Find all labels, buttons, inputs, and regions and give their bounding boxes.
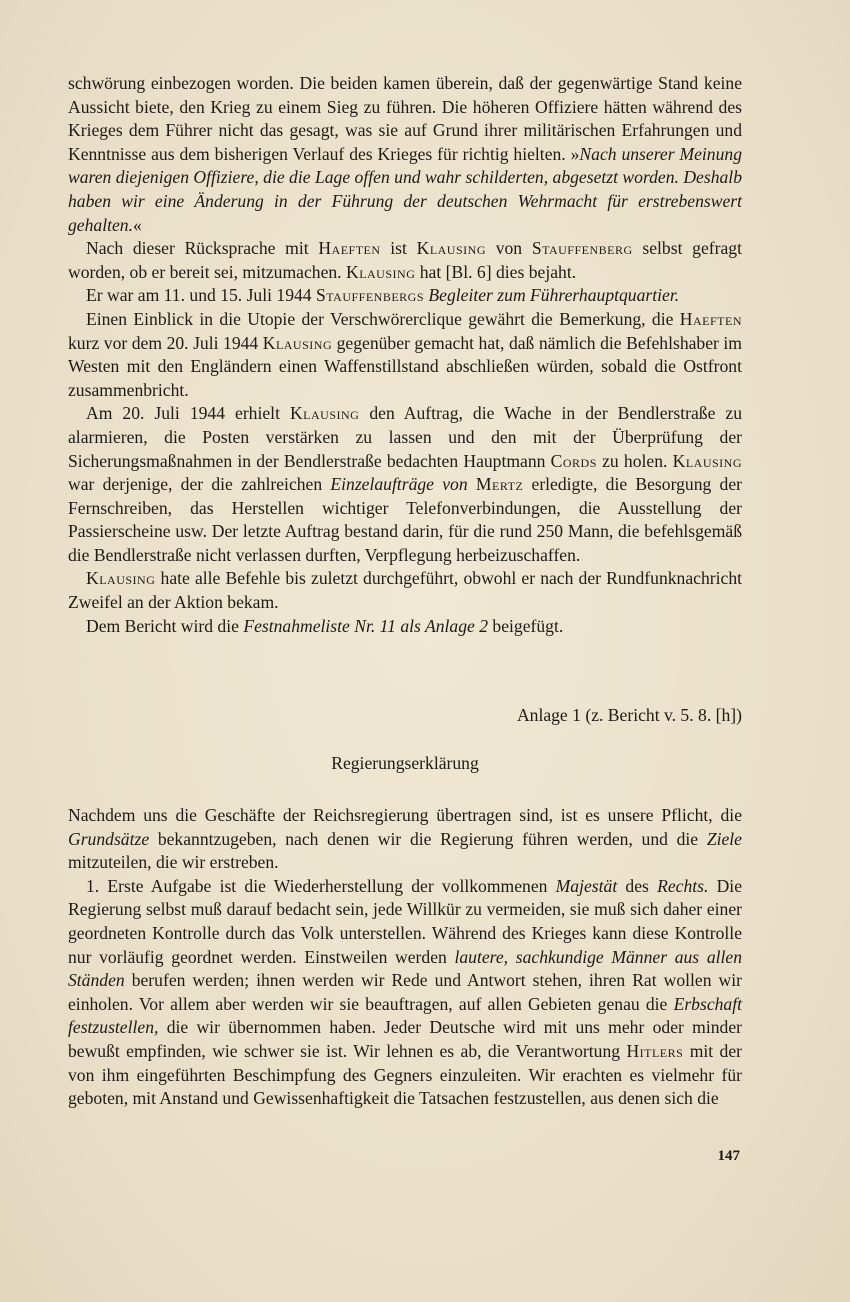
report-text xyxy=(68,72,742,638)
annex-label: Anlage 1 (z. Bericht v. 5. 8. [h]) xyxy=(516,705,742,725)
paragraph: Nachdem uns die Geschäfte der Reichsregierung übertragen sind, ist es unsere Pflicht, die Grundsätze bekanntzugeben, nach denen wir die Regierung führen werden, und die Ziele mitzuteilen, die wir erstreben. xyxy=(68,805,742,873)
declaration-text xyxy=(68,804,742,1111)
page-number: 147 xyxy=(717,1148,740,1164)
paragraph: Nach dieser Rücksprache mit Haeften ist Klausing von Stauffenberg selbst gefragt worden, ob er bereit sei, mitzumachen. Klausing hat [Bl. 6] dies bejaht. xyxy=(68,238,742,282)
paragraph: Dem Bericht wird die Festnahmeliste Nr. 11 als Anlage 2 beigefügt. xyxy=(86,615,564,636)
paragraph: Er war am 11. und 15. Juli 1944 Stauffenbergs Begleiter zum Führerhauptquartier. xyxy=(86,285,680,306)
paragraph: Einen Einblick in die Utopie der Verschwörerclique gewährt die Bemerkung, die Haeften kurz vor dem 20. Juli 1944 Klausing gegenüber gemacht hat, daß nämlich die Befehlshaber im Westen mit den Engländern einen Waffenstillstand abschließen würden, sobald die Ostfront zusammenbricht. xyxy=(68,308,742,400)
paragraph: schwörung einbezogen worden. Die beiden kamen überein, daß der gegenwärtige Stand keine Aussicht biete, den Krieg zu einem Sieg zu führen. Die höheren Offiziere hätten während des Krieges dem Führer nicht das gesagt, was sie auf Grund ihrer militärischen Erfahrungen und Kenntnisse aus dem bisherigen Verlauf des Krieges für richtig hielten. »Nach unserer Meinung waren diejenigen Offiziere, die die Lage offen und wahr schilderten, abgesetzt worden. Deshalb haben wir eine Änderung in der Führung der deutschen Wehrmacht für erstrebenswert gehalten.« xyxy=(68,73,742,235)
section-heading: Regierungserklärung xyxy=(331,753,479,773)
quote-italic: Nach unserer Meinung waren diejenigen Offiziere, die die Lage offen und wahr schilderten, abgesetzt worden. Deshalb haben wir eine Änderung in der Führung der deutschen Wehrmacht für erstrebenswert gehalten. xyxy=(68,143,742,235)
paragraph: Am 20. Juli 1944 erhielt Klausing den Auftrag, die Wache in der Bendlerstraße zu alarmieren, die Posten verstärken zu lassen und den mit der Überprüfung der Sicherungsmaßnahmen in der Bendlerstraße bedachten Hauptmann Cords zu holen. Klausing war derjenige, der die zahlreichen Einzelaufträge von Mertz erledigte, die Besorgung der Fernschreiben, das Herstellen wichtiger Telefonverbindungen, die Ausstellung der Passierscheine usw. Der letzte Auftrag bestand darin, für die rund 250 Mann, die befehlsgemäß die Bendlerstraße nicht verlassen durften, Verpflegung herbeizuschaffen. xyxy=(68,403,742,565)
paragraph: Klausing hate alle Befehle bis zuletzt durchgeführt, obwohl er nach der Rundfunknachricht Zweifel an der Aktion bekam. xyxy=(68,568,742,613)
paragraph: 1. Erste Aufgabe ist die Wiederherstellung der vollkommenen Majestät des Rechts. Die Regierung selbst muß darauf bedacht sein, jede Willkür zu vermeiden, sie muß sich daher einer geordneten Kontrolle durch das Volk unterstellen. Während des Krieges kann diese Kontrolle nur vorläufig geordnet werden. Einstweilen werden lautere, sachkundige Männer aus allen Ständen berufen werden; ihnen werden wir Rede und Antwort stehen, ihren Rat wollen wir einholen. Vor allem aber werden wir sie beauftragen, auf allen Gebieten genau die Erbschaft festzustellen, die wir übernommen haben. Jeder Deutsche wird mit uns mehr oder minder bewußt empfinden, wie schwer sie ist. Wir lehnen es ab, die Verantwortung Hitlers mit der von ihm eingeführten Beschimpfung des Gegners einzuleiten. Wir erachten es vielmehr für geboten, mit Anstand und Gewissenhaftigkeit die Tatsachen festzustellen, aus denen sich die xyxy=(68,875,743,1109)
